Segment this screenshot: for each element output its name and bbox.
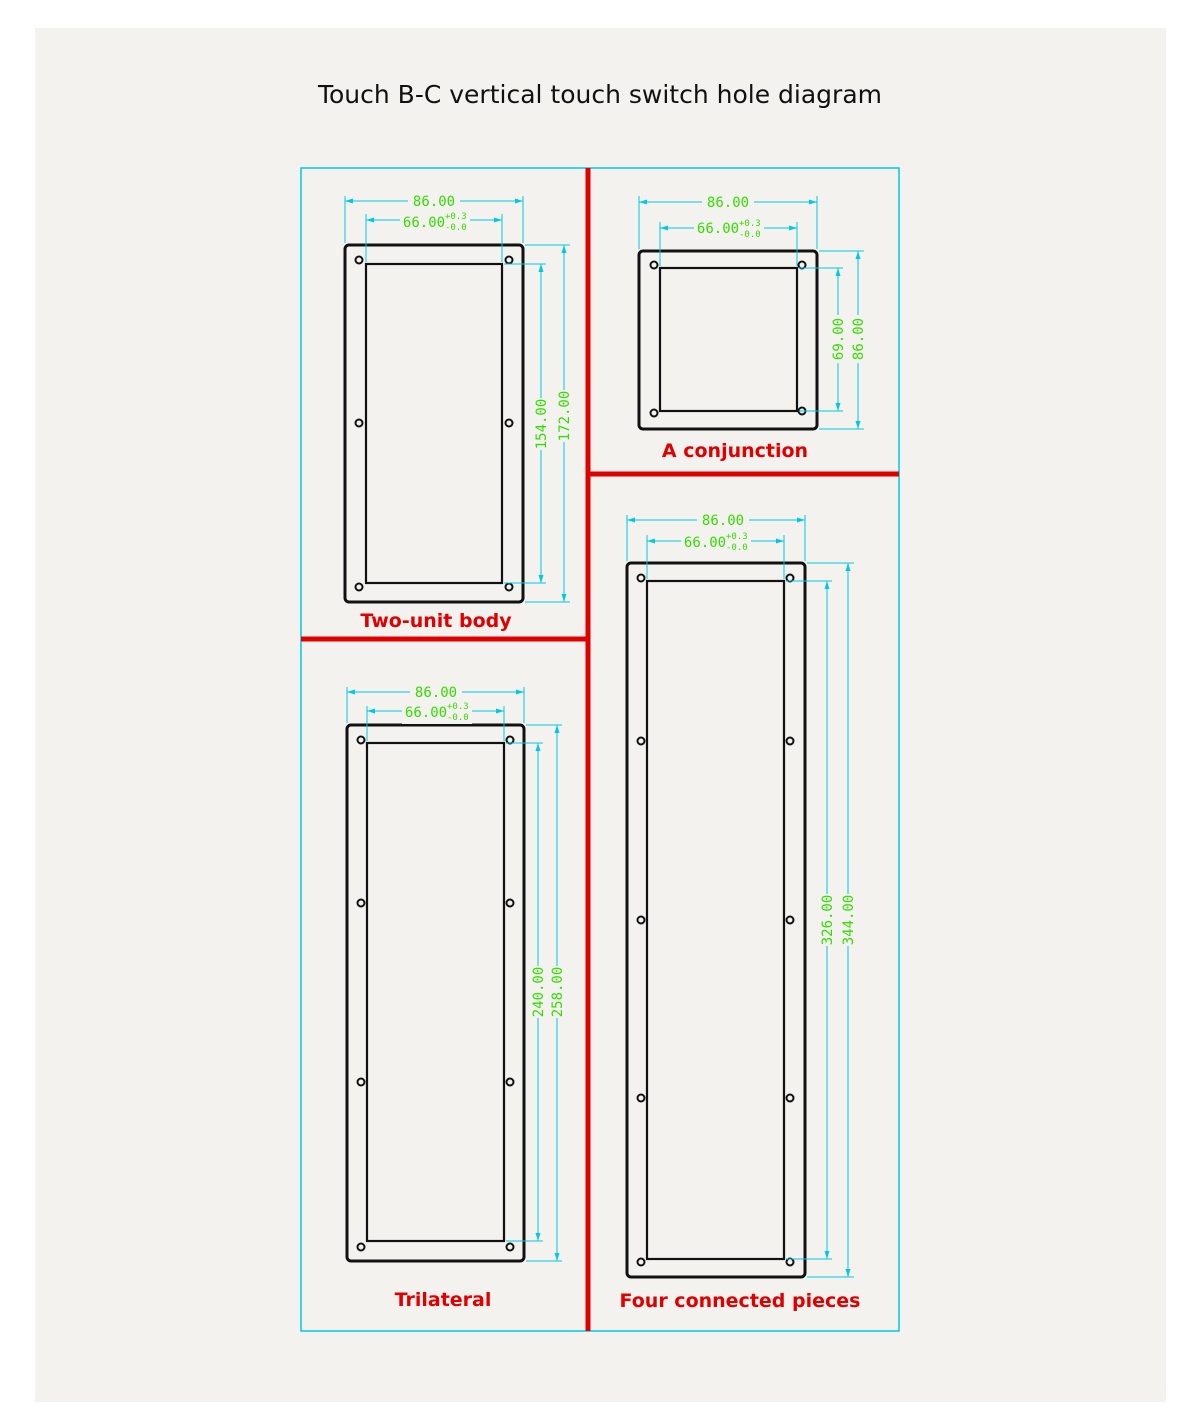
- screw-hole: [506, 420, 513, 427]
- screw-hole: [358, 1079, 365, 1086]
- screw-hole: [787, 917, 794, 924]
- outer-plate: [639, 251, 817, 429]
- tolerance-upper: +0.3: [739, 219, 761, 229]
- width-inner-dim: 66.00: [402, 215, 446, 231]
- height-outer-dim: 172.00: [557, 390, 573, 442]
- height-outer-dim: 344.00: [841, 894, 857, 946]
- panel-four-connected-pieces: [620, 512, 861, 1312]
- width-inner-dim: 66.00: [683, 535, 727, 551]
- panel-label: Four connected pieces: [619, 1290, 861, 1312]
- screw-hole: [651, 410, 658, 417]
- width-outer-dim: 86.00: [414, 685, 458, 701]
- height-outer-dim: 86.00: [851, 317, 867, 361]
- width-outer-dim: 86.00: [701, 513, 745, 529]
- screw-hole: [787, 575, 794, 582]
- screw-hole: [638, 917, 645, 924]
- height-inner-dim: 240.00: [531, 966, 547, 1018]
- width-outer-dim: 86.00: [412, 194, 456, 210]
- screw-hole: [358, 1244, 365, 1251]
- screw-hole: [638, 1259, 645, 1266]
- tolerance-upper: +0.3: [447, 702, 469, 712]
- tolerance-upper: +0.3: [726, 532, 748, 542]
- height-inner-dim: 154.00: [534, 398, 550, 450]
- tolerance-lower: -0.0: [447, 713, 469, 723]
- height-inner-dim: 326.00: [820, 894, 836, 946]
- tolerance-lower: -0.0: [739, 230, 761, 240]
- screw-hole: [356, 584, 363, 591]
- outer-plate: [345, 245, 523, 602]
- cutout-hole: [660, 268, 797, 411]
- screw-hole: [356, 420, 363, 427]
- height-inner-dim: 69.00: [831, 317, 847, 361]
- panel-label: A conjunction: [661, 440, 809, 462]
- panel-label: Trilateral: [394, 1289, 492, 1311]
- width-inner-dim: 66.00: [696, 221, 740, 237]
- outer-plate: [347, 725, 524, 1261]
- screw-hole: [506, 257, 513, 264]
- screw-hole: [507, 1079, 514, 1086]
- tolerance-lower: -0.0: [445, 223, 467, 233]
- screw-hole: [356, 257, 363, 264]
- outer-plate: [627, 563, 805, 1277]
- panel-trilateral: [347, 684, 566, 1311]
- panel-a-conjunction: [639, 194, 867, 462]
- tolerance-lower: -0.0: [726, 543, 748, 553]
- screw-hole: [651, 262, 658, 269]
- screw-hole: [507, 900, 514, 907]
- panel-two-unit-body: [345, 193, 573, 632]
- screw-hole: [638, 1095, 645, 1102]
- screw-hole: [787, 1259, 794, 1266]
- height-outer-dim: 258.00: [550, 966, 566, 1018]
- tolerance-upper: +0.3: [445, 212, 467, 222]
- screw-hole: [507, 737, 514, 744]
- cutout-hole: [647, 581, 784, 1259]
- cutout-hole: [366, 264, 502, 583]
- cutout-hole: [367, 743, 504, 1241]
- screw-hole: [799, 262, 806, 269]
- panel-label: Two-unit body: [360, 610, 512, 632]
- screw-hole: [506, 584, 513, 591]
- width-inner-dim: 66.00: [404, 705, 448, 721]
- screw-hole: [787, 738, 794, 745]
- screw-hole: [638, 575, 645, 582]
- screw-hole: [358, 737, 365, 744]
- diagram-title: Touch B-C vertical touch switch hole diagram: [317, 80, 883, 109]
- screw-hole: [358, 900, 365, 907]
- width-outer-dim: 86.00: [706, 195, 750, 211]
- screw-hole: [638, 738, 645, 745]
- screw-hole: [787, 1095, 794, 1102]
- screw-hole: [507, 1244, 514, 1251]
- outer-frame: [301, 168, 899, 1331]
